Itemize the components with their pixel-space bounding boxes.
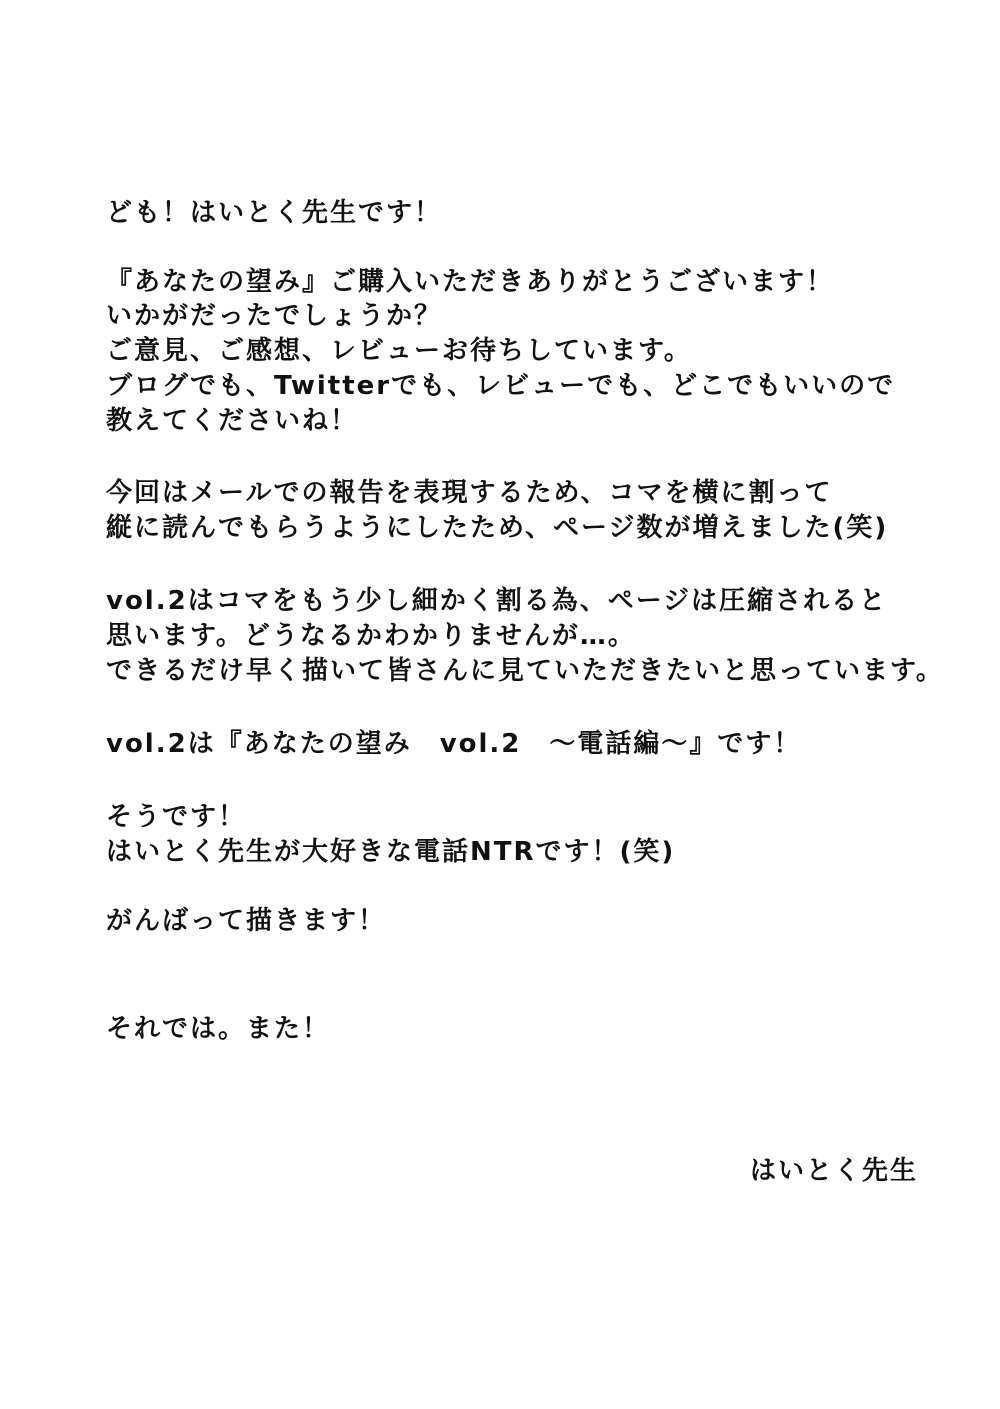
closing-line: それでは。また！ — [106, 1014, 331, 1044]
paragraph-4-line: vol.2は『あなたの望み vol.2 ～電話編～』です！ — [106, 729, 802, 759]
paragraph-2-line-1: 今回はメールでの報告を表現するため、コマを横に割って — [106, 478, 833, 508]
paragraph-5-line-2: はいとく先生が大好きな電話NTRです！(笑) — [106, 837, 676, 867]
paragraph-3-line-3: できるだけ早く描いて皆さんに見ていただきたいと思っています。 — [106, 656, 944, 686]
paragraph-1-line-3: ご意見、ご感想、レビューお待ちしています。 — [106, 336, 692, 366]
paragraph-5-line-1: そうです！ — [106, 802, 247, 832]
paragraph-3-line-2: 思います。どうなるかわかりませんが…。 — [106, 621, 636, 651]
paragraph-1-line-1: 『あなたの望み』ご購入いただきありがとうございます！ — [106, 267, 835, 297]
paragraph-3-line-1: vol.2はコマをもう少し細かく割る為、ページは圧縮されると — [106, 586, 888, 616]
paragraph-1-line-2: いかがだったでしょうか？ — [106, 301, 443, 331]
paragraph-2-line-2: 縦に読んでもらうようにしたため、ページ数が増えました(笑) — [106, 513, 889, 543]
paragraph-1-line-4: ブログでも、Twitterでも、レビューでも、どこでもいいので — [106, 371, 896, 401]
greeting-line: ども！はいとく先生です！ — [106, 198, 443, 228]
paragraph-6-line: がんばって描きます！ — [106, 906, 387, 936]
signature: はいとく先生 — [750, 1156, 919, 1186]
paragraph-1-line-5: 教えてくださいね！ — [106, 406, 359, 436]
